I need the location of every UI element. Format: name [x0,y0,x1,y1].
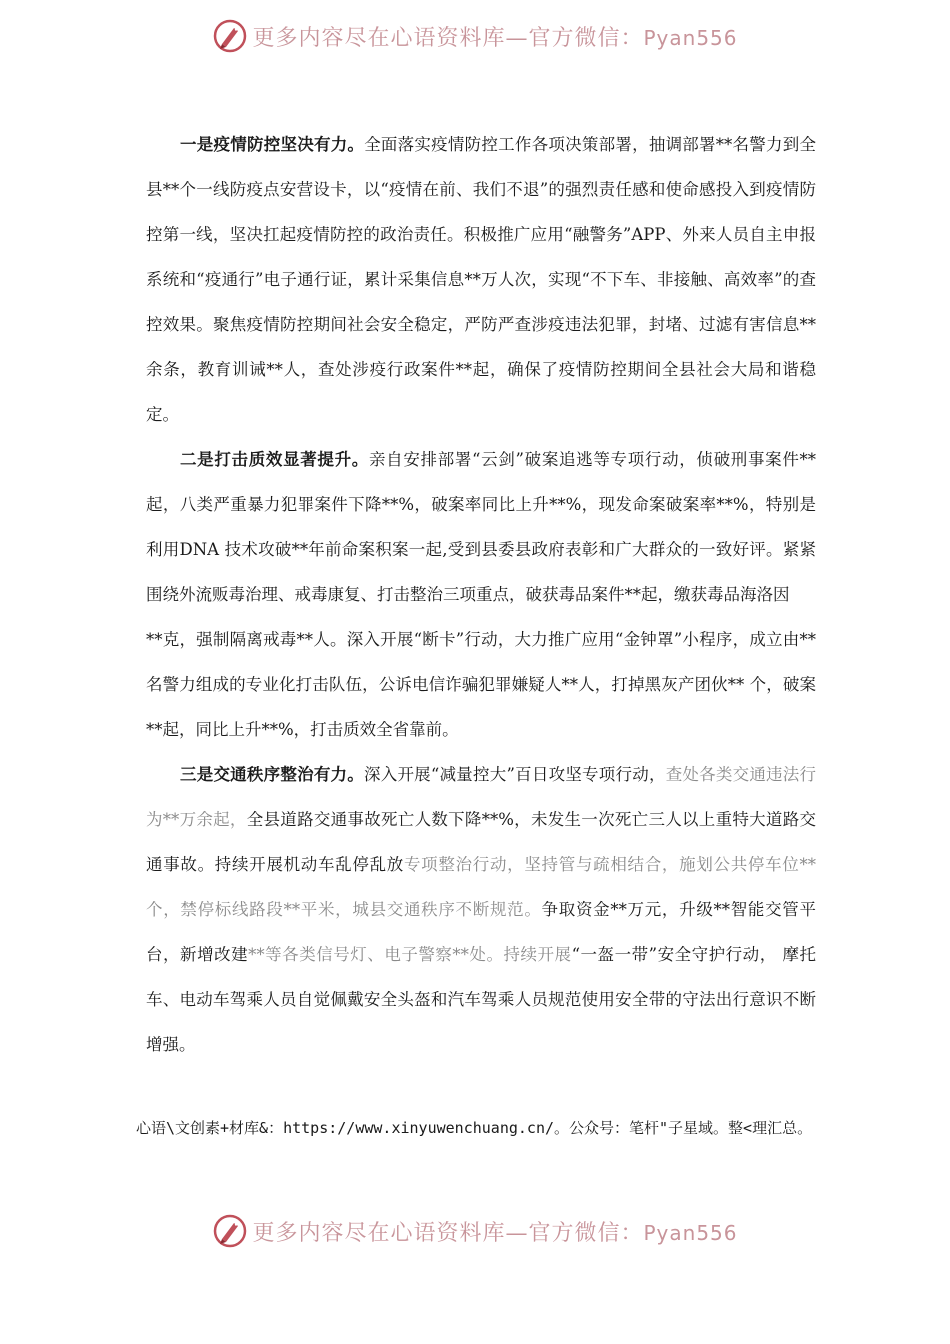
footer-banner [0,1209,950,1253]
paragraph-crackdown-cont: **克，强制隔离戒毒**人。深入开展“断卡”行动，大力推广应用“金钟罩”小程序，成立由**名警力组成的专业化打击队伍，公诉电信诈骗犯罪嫌疑人**人，打掉黑灰产团伙** 个，破案**起，同比上升**%，打击质效全省靠前。 [146,630,816,739]
paragraph-epidemic: 一是疫情防控坚决有力。全面落实疫情防控工作各项决策部署，抽调部署**名警力到全县**个一线防疫点安营设卡，以“疫情在前、我们不退”的强烈责任感和使命感投入到疫情防控第一线，坚决扛起疫情防控的政治责任。积极推广应用“融警务”APP、外来人员自主申报系统和“疫通行”电子通行证，累计采集信息**万人次，实现“不下车、非接触、高效率”的查控效果。聚焦疫情防控期间社会安全稳定，严防严查涉疫违法犯罪，封堵、过滤有害信息**余条，教育训诫**人，查处涉疫行政案件**起，确保了疫情防控期间全县社会大局和谐稳定。 [146,135,817,424]
banner-text: 更多内容尽在心语资料库—官方微信：Pyan556 [252,25,738,51]
source-note: 心语\文创素+材库&：https://www.xinyuwenchuang.cn/。公众号：笔杆"子星域。整<理汇总。 [136,1119,813,1137]
document-body [146,122,816,1067]
header-banner [0,14,950,58]
pen-logo-icon [212,18,248,54]
banner-text: 更多内容尽在心语资料库—官方微信：Pyan556 [252,1220,738,1246]
paragraph-traffic: 三是交通秩序整治有力。深入开展“减量控大”百日攻坚专项行动，查处各类交通违法行为**万余起，全县道路交通事故死亡人数下降**%，未发生一次死亡三人以上重特大道路交通事故。持续开展机动车乱停乱放专项整治行动，坚持管与疏相结合，施划公共停车位**个，禁停标线路段**平米，城县交通秩序不断规范。争取资金**万元，升级**智能交管平台，新增改建**等各类信号灯、电子警察**处。持续开展“一盔一带”安全守护行动， 摩托车、电动车驾乘人员自觉佩戴安全头盔和汽车驾乘人员规范使用安全带的守法出行意识不断增强。 [146,765,817,1054]
pen-logo-icon [212,1213,248,1249]
paragraph-crackdown: 二是打击质效显著提升。亲自安排部署“云剑”破案追逃等专项行动，侦破刑事案件**起，八类严重暴力犯罪案件下降**%，破案率同比上升**%，现发命案破案率**%，特别是利用DNA 技术攻破**年前命案积案一起,受到县委县政府表彰和广大群众的一致好评。紧紧围绕外流贩毒治理、戒毒康复、打击整治三项重点，破获毒品案件**起，缴获毒品海洛因 [146,450,817,604]
